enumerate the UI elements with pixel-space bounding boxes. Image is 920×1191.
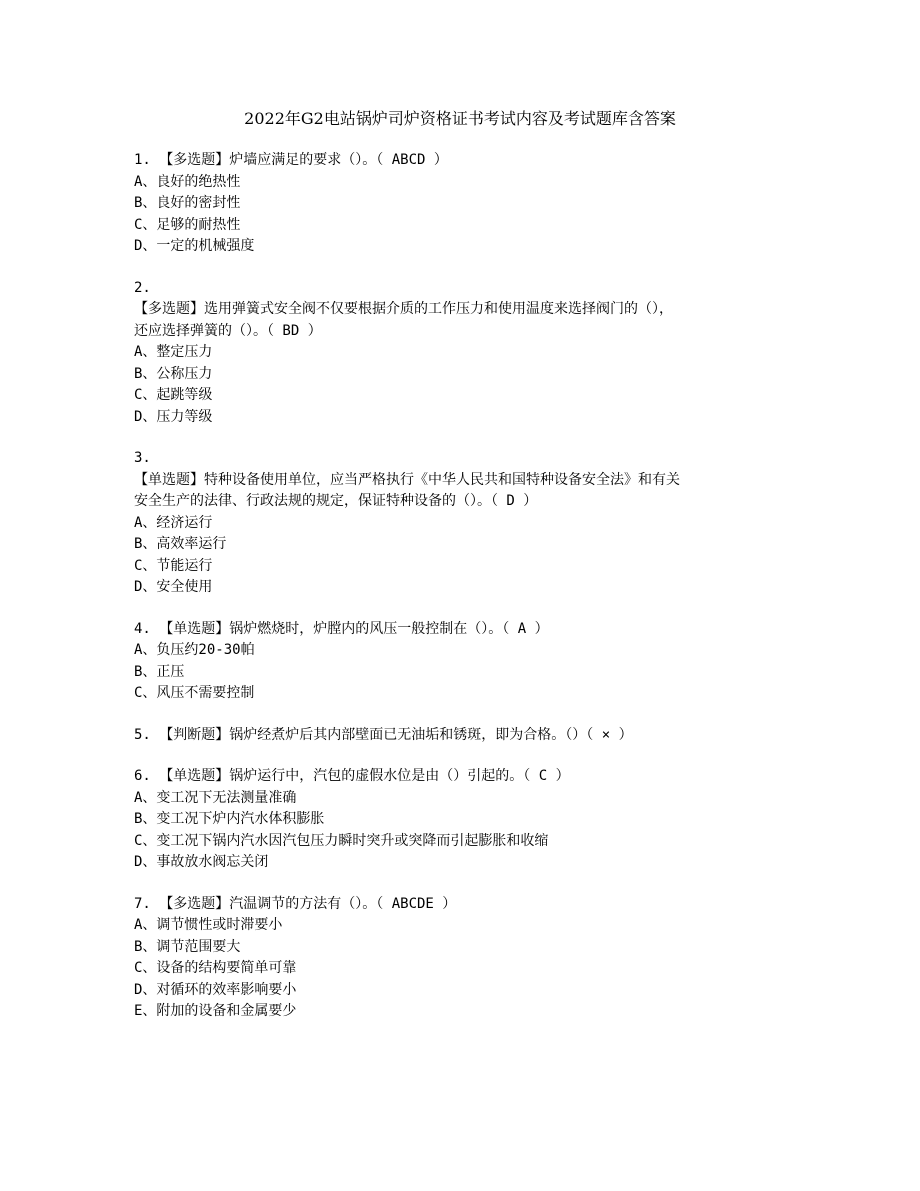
question-4 [134, 619, 794, 705]
document-title: 2022年G2电站锅炉司炉资格证书考试内容及考试题库含答案 [244, 109, 676, 128]
answer-option: A、变工况下无法测量准确 [134, 789, 297, 806]
question-stem-line: 3. [134, 450, 151, 466]
question-stem-line: 【单选题】特种设备使用单位，应当严格执行《中华人民共和国特种设备安全法》和有关 [134, 471, 680, 488]
question-6 [134, 766, 794, 874]
question-7 [134, 894, 794, 1023]
question-stem [134, 448, 794, 513]
answer-option: B、公称压力 [134, 365, 213, 382]
answer-option: A、经济运行 [134, 514, 213, 531]
answer-option: E、附加的设备和金属要少 [134, 1003, 297, 1019]
answer-option: B、调节范围要大 [134, 938, 241, 955]
answer-option: B、良好的密封性 [134, 195, 241, 211]
answer-option: A、整定压力 [134, 344, 213, 360]
question-stem [134, 619, 794, 641]
answer-option: D、事故放水阀忘关闭 [134, 854, 269, 870]
question-stem-line: 1. 【多选题】炉墙应满足的要求（）。（ ABCD ） [134, 152, 448, 168]
question-stem [134, 894, 794, 916]
answer-option: C、设备的结构要简单可靠 [134, 960, 297, 976]
question-stem-line: 7. 【多选题】汽温调节的方法有（）。（ ABCDE ） [134, 895, 457, 912]
question-5 [134, 725, 794, 747]
answer-option: B、正压 [134, 663, 185, 680]
answer-option: D、安全使用 [134, 579, 213, 595]
answer-option: B、变工况下炉内汽水体积膨胀 [134, 811, 325, 827]
question-stem-line: 4. 【单选题】锅炉燃烧时，炉膛内的风压一般控制在（）。（ A ） [134, 620, 549, 637]
question-stem-line: 还应选择弹簧的（）。（ BD ） [134, 322, 322, 339]
answer-option: C、足够的耐热性 [134, 216, 241, 233]
answer-option: A、调节惯性或时滞要小 [134, 917, 283, 933]
answer-option: C、变工况下锅内汽水因汽包压力瞬时突升或突降而引起膨胀和收缩 [134, 832, 549, 849]
answer-option: A、良好的绝热性 [134, 173, 241, 190]
question-stem [134, 725, 794, 747]
answer-option: C、风压不需要控制 [134, 685, 255, 701]
question-stem-line: 2. [134, 279, 151, 296]
question-stem [134, 150, 794, 172]
answer-option: D、压力等级 [134, 408, 213, 425]
answer-option: D、一定的机械强度 [134, 238, 255, 254]
question-stem [134, 278, 794, 343]
question-1 [134, 150, 794, 258]
question-stem-line: 6. 【单选题】锅炉运行中，汽包的虚假水位是由（）引起的。（ C ） [134, 768, 570, 784]
answer-option: C、节能运行 [134, 557, 213, 574]
question-stem-line: 【多选题】选用弹簧式安全阀不仅要根据介质的工作压力和使用温度来选择阀门的（）， [134, 301, 673, 317]
answer-option: C、起跳等级 [134, 387, 213, 403]
question-2 [134, 278, 794, 429]
question-stem-line: 安全生产的法律、行政法规的规定，保证特种设备的（）。（ D ） [134, 493, 538, 509]
answer-option: B、高效率运行 [134, 536, 227, 552]
answer-option: D、对循环的效率影响要小 [134, 981, 297, 998]
question-list [134, 150, 794, 1043]
answer-option: A、负压约20-30帕 [134, 642, 255, 658]
question-stem [134, 766, 794, 788]
question-3 [134, 448, 794, 599]
question-stem-line: 5. 【判断题】锅炉经煮炉后其内部壁面已无油垢和锈斑，即为合格。（）（ × ） [134, 726, 633, 743]
